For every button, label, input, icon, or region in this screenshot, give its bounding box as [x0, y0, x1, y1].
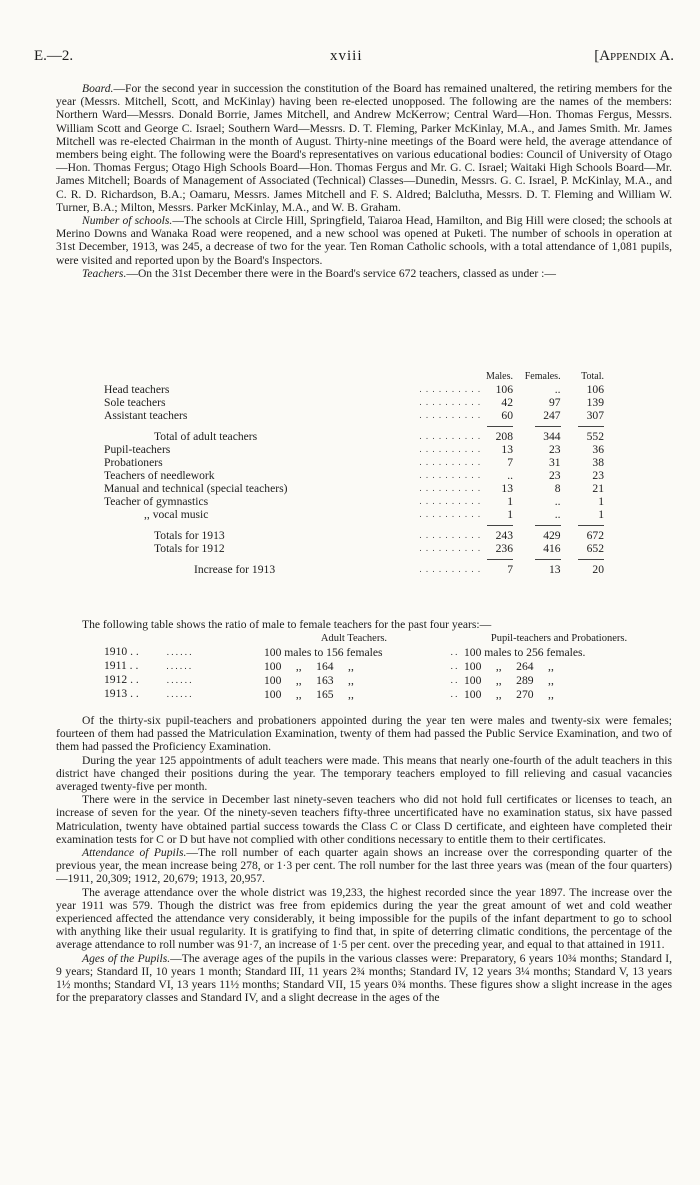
section-board-schools-teachers — [56, 82, 672, 280]
ratio-adult: 100 ,, 165 ,, — [264, 687, 354, 701]
dot-leader: . . . . . . — [166, 661, 192, 671]
table-row — [104, 542, 604, 555]
paragraph-text: During the year 125 appointments of adult teachers were made. This means that nearly one-fourth of the adult teachers in this district have changed their positions during the year. The temporary teachers employed to fill relieving and casual vacancies averaged twenty-five per month. — [56, 753, 672, 794]
table-row — [104, 482, 604, 495]
dot-leader: . . . . . . . . . . — [419, 410, 482, 420]
table-row — [104, 409, 604, 422]
ratio-adult: 100 males to 156 females — [264, 645, 383, 659]
appendix-label: [Appendix A. — [594, 48, 674, 64]
cell-t: 20 — [592, 563, 604, 576]
cell-t: 672 — [586, 529, 604, 542]
ratio-intro-text: The following table shows the ratio of male to female teachers for the past four years:— — [82, 618, 492, 631]
cell-t: 23 — [592, 469, 604, 482]
cell-t: 552 — [586, 430, 604, 443]
dot-leader: . . — [450, 688, 458, 699]
cell-m: 208 — [495, 430, 513, 443]
cell-t: 38 — [592, 456, 604, 469]
page-number: xviii — [330, 48, 363, 64]
ratio-table-header — [104, 632, 654, 645]
dot-leader: . . . . . . . . . . — [419, 384, 482, 394]
cell-f: 13 — [548, 563, 561, 576]
paragraph — [56, 714, 672, 754]
cell-t: 1 — [598, 508, 604, 521]
dot-leader: . . . . . . . . . . — [419, 564, 482, 574]
board-text: —For the second year in succession the constitution of the Board has remained unaltered, the retiring members for the year (Messrs. Mitchell, Scott, and McKinlay) having been re-elected unopposed. The following are the names of the members: Northern Ward—Messrs. Donald Borrie, James Mitchell, and Andrew McKerrow; Central Ward—Hon. Thomas Fergus, Messrs. William Scott and George C. Israel; Southern Ward—Messrs. D. T. Fleming, Parker McKinlay, M.A., and James Smith. Mr. James Mitchell was re-elected Chairman in the month of August. Thirty-nine meetings of the Board were held, the average attendance of members being eight. The following were the Board's representatives on various educational bodies: Council of University of Otago—Hon. Thomas Fergus; Otago High Schools Board—Hon. Thomas Fergus and Mr. G. C. Israel; Waitaki High Schools Board—Mr. James Mitchell; Boards of Management of Associated (Technical) Classes—Dunedin, Messrs. G. C. Israel, P. McKinlay, M.A., and C. R. D. Richardson, B.A.; Oamaru, Messrs. James Mitchell and F. S. Aldred; Balclutha, Messrs. D. T. Fleming and William W. Turner, B.A.; Milton, Messrs. Parker McKinlay, M.A., and W. B. Graham. — [56, 82, 672, 214]
row-label: Totals for 1913 — [154, 529, 225, 542]
col-adult-teachers: Adult Teachers. — [320, 633, 388, 644]
ratio-row — [104, 659, 654, 673]
cell-f: 8 — [554, 482, 561, 495]
report-code: E.—2. — [34, 48, 74, 64]
paragraph-text: —The roll number of each quarter again shows an increase over the corresponding quarter of the previous year, the mean increase being 278, or 1·3 per cent. The roll number for the last three years was (mean of the four quarters)—1911, 20,309; 1912, 20,679; 1913, 20,957. — [56, 846, 672, 886]
ratio-year — [104, 687, 264, 701]
rule-row — [104, 555, 604, 563]
ratio-pupil: 100 ,, 270 ,, — [464, 687, 554, 701]
schools-heading: Number of schools. — [82, 214, 173, 228]
paragraph — [56, 793, 672, 846]
table-row — [104, 508, 604, 521]
teachers-text: —On the 31st December there were in the Board's service 672 teachers, classed as under :— — [126, 266, 556, 280]
teacher-table — [104, 370, 604, 576]
ratio-row — [104, 687, 654, 701]
paragraph-text: The average attendance over the whole district was 19,233, the highest recorded since the year 1897. The increase over the year 1911 was 579. Though the district was free from epidemics during the year the great amount of wet and cold weather experienced affected the attendance very considerably, it being impossible for the pupils of the infant department to go to school with anything like their usual regularity. It is gratifying to find that, in spite of deterring climatic conditions, the percentage of the average attendance to roll number was 91·7, an increase of 1·5 per cent. over the preceding year, and equal to that attained in 1911. — [56, 885, 672, 952]
cell-f: 23 — [548, 469, 561, 482]
ratio-year-label: 1912 . . — [104, 673, 139, 686]
table-row — [104, 430, 604, 443]
board-paragraph — [56, 82, 672, 214]
paragraph — [56, 952, 672, 1005]
cell-f: 429 — [543, 529, 561, 542]
cell-t: 1 — [598, 495, 604, 508]
cell-t: 139 — [586, 396, 604, 409]
paragraph — [56, 886, 672, 952]
cell-f: 31 — [548, 456, 561, 469]
cell-m: 7 — [507, 563, 513, 576]
dot-leader: . . . . . . . . . . — [419, 431, 482, 441]
dot-leader: . . . . . . . . . . — [419, 397, 482, 407]
dot-leader: . . . . . . . . . . — [419, 470, 482, 480]
cell-t: 21 — [592, 482, 604, 495]
paragraph-text: —The average ages of the pupils in the various classes were: Preparatory, 6 years 10¾ months; Standard I, 9 years; Standard II, 10 years 1 month; Standard III, 11 years 2¾ months; Standard IV, 12 years 3¼ months; Standard V, 13 years 1½ months; Standard VI, 13 years 11½ months; Standard VII, 15 years 0¾ months. These figures show a slight increase in the ages for the preparatory classes and Standard IV, and a slight decrease in the ages of the — [56, 951, 672, 1005]
row-label: ,, vocal music — [144, 508, 209, 521]
paragraph — [56, 846, 672, 886]
teachers-paragraph — [56, 267, 672, 280]
col-pupil-teachers: Pupil-teachers and Probationers. — [490, 633, 628, 644]
dot-leader: . . . . . . . . . . — [419, 543, 482, 553]
cell-m: 13 — [501, 482, 513, 495]
section-paragraphs — [56, 714, 672, 1004]
table-row — [104, 495, 604, 508]
col-total: Total. — [581, 371, 604, 382]
table-row — [104, 456, 604, 469]
ratio-table — [104, 632, 654, 701]
schools-paragraph — [56, 214, 672, 267]
cell-m: 7 — [507, 456, 513, 469]
ratio-intro — [56, 618, 672, 631]
col-males: Males. — [486, 371, 513, 382]
row-label: Manual and technical (special teachers) — [104, 482, 288, 495]
row-label: Sole teachers — [104, 396, 166, 409]
paragraph-text: There were in the service in December last ninety-seven teachers who did not hold full certificates or licenses to teach, an increase of seven for the year. Of the ninety-seven teachers fifty-three uncertificated have no examination status, six have passed Matriculation, twenty have obtained partial success towards the Class C or Class D certificate, and eighteen have completed their examination tests for C or D but have not complied with other conditions necessary to entitle them to their certificates. — [56, 793, 672, 846]
cell-t: 652 — [586, 542, 604, 555]
teachers-heading: Teachers. — [82, 266, 127, 280]
cell-m: 42 — [501, 396, 513, 409]
schools-text: —The schools at Circle Hill, Springfield, Taiaroa Head, Hamilton, and Big Hill were closed; the schools at Merino Downs and Wanaka Road were reopened, and a new school was opened at Puketi. The number of schools in operation at 31st December, 1913, was 245, a decrease of two for the year. Ten Roman Catholic schools, with a total attendance of 1,081 pupils, were visited and reported upon by the Board's Inspectors. — [56, 214, 672, 267]
page-header — [34, 48, 674, 70]
rule-row — [104, 521, 604, 529]
cell-m: 106 — [495, 383, 513, 396]
rule-row — [104, 422, 604, 430]
dot-leader: . . . . . . . . . . — [419, 530, 482, 540]
ratio-year — [104, 659, 264, 673]
ratio-year-label: 1910 . . — [104, 645, 139, 658]
cell-f: 247 — [543, 409, 561, 422]
table-row — [104, 443, 604, 456]
dot-leader: . . — [450, 660, 458, 671]
ratio-pupil: 100 ,, 264 ,, — [464, 659, 554, 673]
ratio-row — [104, 673, 654, 687]
cell-m: 243 — [495, 529, 513, 542]
dot-leader: . . . . . . — [166, 689, 192, 699]
cell-f: .. — [554, 508, 561, 521]
row-label: Teachers of needlework — [104, 469, 215, 482]
dot-leader: . . — [450, 646, 458, 657]
col-females: Females. — [524, 371, 561, 382]
cell-f: 23 — [548, 443, 561, 456]
teacher-table-header — [104, 370, 604, 383]
cell-m: 60 — [501, 409, 513, 422]
cell-t: 106 — [586, 383, 604, 396]
row-label: Probationers — [104, 456, 163, 469]
paragraph — [56, 754, 672, 794]
ratio-adult: 100 ,, 164 ,, — [264, 659, 354, 673]
paragraph-heading: Attendance of Pupils. — [82, 846, 187, 860]
table-row — [104, 563, 604, 576]
cell-t: 307 — [586, 409, 604, 422]
cell-f: .. — [554, 495, 561, 508]
cell-t: 36 — [592, 443, 604, 456]
cell-f: 344 — [543, 430, 561, 443]
cell-m: 236 — [495, 542, 513, 555]
row-label: Head teachers — [104, 383, 170, 396]
cell-m: 1 — [507, 508, 513, 521]
ratio-year-label: 1913 . . — [104, 687, 139, 700]
dot-leader: . . . . . . — [166, 647, 192, 657]
ratio-pupil: 100 males to 256 females. — [464, 645, 586, 659]
table-row — [104, 469, 604, 482]
board-heading: Board. — [82, 82, 114, 95]
table-row — [104, 383, 604, 396]
dot-leader: . . — [450, 674, 458, 685]
cell-m: 13 — [501, 443, 513, 456]
row-label: Totals for 1912 — [154, 542, 225, 555]
ratio-year-label: 1911 . . — [104, 659, 139, 672]
dot-leader: . . . . . . . . . . — [419, 509, 482, 519]
row-label: Increase for 1913 — [194, 563, 276, 576]
row-label: Teacher of gymnastics — [104, 495, 209, 508]
dot-leader: . . . . . . — [166, 675, 192, 685]
cell-f: 416 — [543, 542, 561, 555]
cell-m: 1 — [507, 495, 513, 508]
table-row — [104, 396, 604, 409]
cell-m: .. — [507, 469, 513, 482]
dot-leader: . . . . . . . . . . — [419, 496, 482, 506]
ratio-pupil: 100 ,, 289 ,, — [464, 673, 554, 687]
cell-f: .. — [554, 383, 561, 396]
ratio-row — [104, 645, 654, 659]
row-label: Assistant teachers — [104, 409, 188, 422]
row-label: Total of adult teachers — [154, 430, 258, 443]
paragraph-heading: Ages of the Pupils. — [82, 951, 171, 965]
dot-leader: . . . . . . . . . . — [419, 457, 482, 467]
ratio-adult: 100 ,, 163 ,, — [264, 673, 354, 687]
table-row — [104, 529, 604, 542]
ratio-year — [104, 645, 264, 659]
paragraph-text: Of the thirty-six pupil-teachers and probationers appointed during the year ten were males and twenty-six were females; fourteen of them had passed the Matriculation Examination, twenty of them had passed the Public Service Examination, and two of them had passed the Proficiency Examination. — [56, 714, 672, 754]
cell-f: 97 — [548, 396, 561, 409]
ratio-year — [104, 673, 264, 687]
dot-leader: . . . . . . . . . . — [419, 483, 482, 493]
row-label: Pupil-teachers — [104, 443, 171, 456]
dot-leader: . . . . . . . . . . — [419, 444, 482, 454]
